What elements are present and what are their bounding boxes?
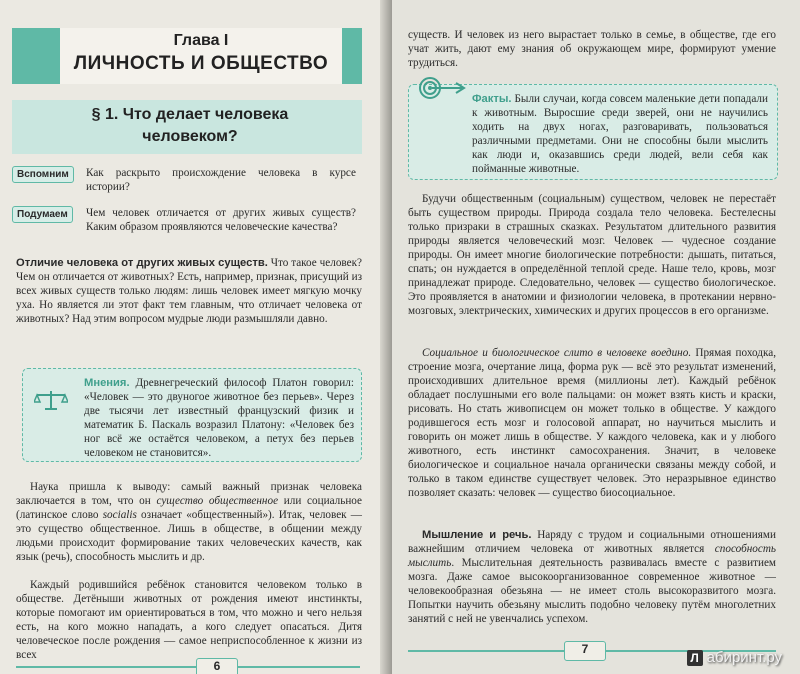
facts-body: Были случаи, когда совсем маленькие дети попадали к животным. Выросшие среди зверей, они не научились ходить на двух ногах, разговаривать, пользоваться различными предметами. Они не способны были мыслить как люди и, оказавшись среди людей, вели себя как пойманные животные. <box>472 93 768 175</box>
right-top-text: существ. И человек из него вырастает только в семье, в обществе, где его учат жить, дают ему знания об окружающем мире, формируют умение трудиться. <box>408 29 776 69</box>
paragraph-biological: Будучи общественным (социальным) существом, человек не перестаёт быть существом природы. Природа создала тело человека. Бестелесны только призраки в страшных сказках. Результатом длительного развития природы является человеческий мозг. Человек — чудесное создание природы. Он имеет многие биологические потребности: дышать, питаться, спать; он нуждается в определённой теплой среде. Наше тело, кровь, мозг принадлежат природе. Следовательно, человек — существо биологическое. Это проявляется в анатомии и физиологии человека, в протекании нервно-мозговых, электрических, химических и других процессов в его организме. <box>408 193 776 317</box>
section-title-line-1: § 1. Что делает человека <box>91 106 289 123</box>
paragraph-biosocial <box>408 346 776 500</box>
paragraph-social-part-1: Наука пришла к выводу: самый важный признак человека заключается в том, что он <box>16 481 362 507</box>
chapter-heading <box>60 28 342 84</box>
paragraph-biosocial-body: Прямая походка, строение мозга, очертание лица, форма рук — всё это результат изменений, происходивших длительное время (миллионы лет). Каждый ребёнок обладает послушными его воле пальцами: он может взять кисть и краски, рисовать. Но стать живописцем он может только в обществе. У каждого родившегося есть мозг и голосовой аппарат, но научиться мыслить и говорить он может лишь в обществе. У каждого человека, как и у любого животного, есть инстинкт самосохранения. Значит, в человеке биологическое и социальное начала органически связаны между собой, и только в таком единстве существует человек. Это неразрывное единство позволяет сказать: человек — существо биосоциальное. <box>408 347 776 499</box>
paragraph-social <box>16 480 362 564</box>
right-page <box>392 0 800 674</box>
section-title-line-2: человеком? <box>142 128 238 145</box>
facts-text <box>472 92 768 176</box>
paragraph-thinking <box>408 528 776 626</box>
remember-text: Как раскрыто происхождение человека в курсе истории? <box>86 167 356 193</box>
remember-tag: Вспомним <box>12 166 74 183</box>
paragraph-biosocial-lead: Социальное и биологическое слито в человеке воедино. <box>422 347 692 359</box>
watermark-logo: Л <box>687 650 703 666</box>
target-arrow-icon <box>418 76 466 100</box>
opinions-label: Мнения. <box>84 377 130 389</box>
paragraph-distinction <box>16 256 362 326</box>
page-number-right: 7 <box>564 641 606 661</box>
chapter-title: ЛИЧНОСТЬ И ОБЩЕСТВО <box>73 53 329 74</box>
opinions-text <box>84 376 354 460</box>
paragraph-thinking-part-1: Наряду с трудом и социальными отношениями важнейшим отличием человека от животных является <box>408 529 776 555</box>
paragraph-social-part-2: или социальное (латинское слово <box>16 495 362 521</box>
scales-icon <box>34 388 68 412</box>
paragraph-thinking-part-2: . Мыслительная деятельность развивалась вместе с развитием мозга. Даже самое высокоорганизованное современное животное — человекообразная обезьяна — не имеет столь высокоразвитого мозга. Попытки научить обезьяну мыслить подобно человеку путём многолетних занятий с ней не увенчались успехом. <box>408 557 776 625</box>
paragraph-social-italic: существо общественное <box>156 495 279 507</box>
think-tag: Подумаем <box>12 206 73 223</box>
page-number-left: 6 <box>196 658 238 674</box>
watermark <box>687 649 782 666</box>
facts-label: Факты. <box>472 93 512 105</box>
think-text: Чем человек отличается от других живых существ? Каким образом проявляются человеческие качества? <box>86 207 356 233</box>
left-page <box>0 0 392 674</box>
paragraph-thinking-lead: Мышление и речь. <box>422 529 532 541</box>
paragraph-distinction-lead: Отличие человека от других живых существ. <box>16 257 268 269</box>
paragraph-social-latin: socialis <box>102 509 137 521</box>
watermark-text: абиринт.ру <box>706 649 782 666</box>
paragraph-thinking-italic: способность мыслить <box>408 543 776 569</box>
page-footer-line <box>16 666 360 668</box>
paragraph-distinction-body: Что такое человек? Чем он отличается от животных? Есть, например, признак, присущий из всех живых существ только людям: лишь человек имеет мягкую мочку уха. Но является ли этот факт тем главным, что отличает человека от животных? Над этим вопросом мудрые люди размышляли давно. <box>16 257 362 325</box>
paragraph-social-part-3: означает «общественный»). Итак, человек — это существо общественное. Лишь в обществе, в общении между людьми происходит формирование таких человеческих качеств, как язык (речь), способность мыслить и др. <box>16 509 362 563</box>
section-title <box>40 104 340 148</box>
paragraph-child: Каждый родившийся ребёнок становится человеком только в обществе. Детёныши животных от рождения имеют инстинкты, которые помогают им ориентироваться в том, что можно и чего нельзя есть, на кого можно нападать, а кого следует опасаться. Дитя человеческое после рождения — самое неприспособленное к жизни из всех <box>16 579 362 661</box>
opinions-body: Древнегреческий философ Платон говорил: «Человек — это двуногое животное без перьев». Через две тысячи лет известный французский физик и математик Б. Паскаль возразил Платону: «Человек без ног всё же остаётся человеком, а петух без перьев человеком не становится». <box>84 377 354 459</box>
chapter-number: Глава I <box>173 32 229 49</box>
